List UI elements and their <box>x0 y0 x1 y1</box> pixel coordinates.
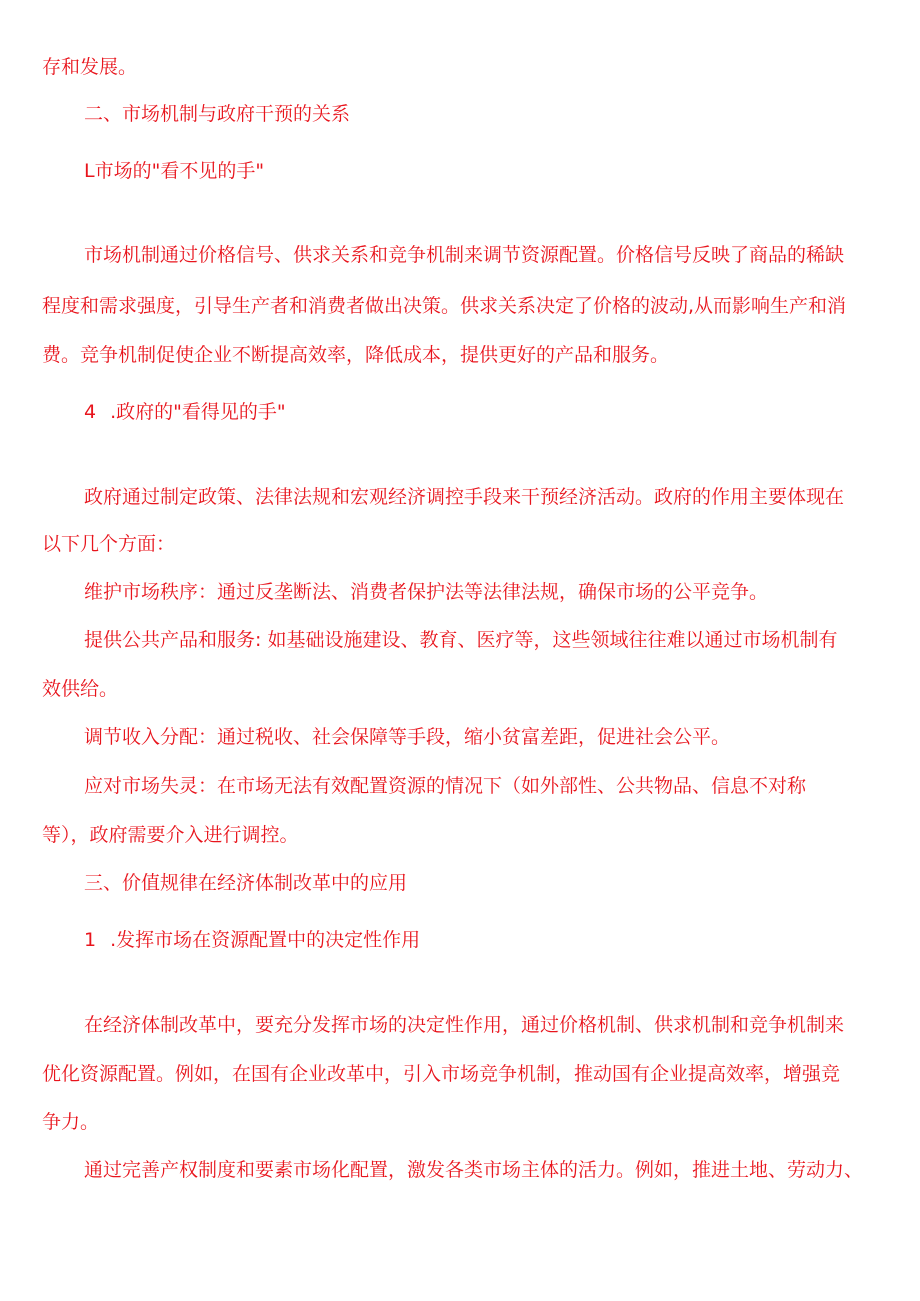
heading-number: 1 <box>84 929 97 951</box>
section-heading: 三、价值规律在经济体制改革中的应用 <box>84 872 408 894</box>
paragraph-line: 政府通过制定政策、法律法规和宏观经济调控手段来干预经济活动。政府的作用主要体现在 <box>84 486 845 508</box>
paragraph-line: 存和发展。 <box>42 56 138 78</box>
paragraph-line: 市场机制通过价格信号、供求关系和竞争机制来调节资源配置。价格信号反映了商品的稀缺 <box>84 244 845 266</box>
paragraph-line: 程度和需求强度，引导生产者和消费者做出决策。供求关系决定了价格的波动,从而影响生产和消 <box>42 295 847 317</box>
subsection-heading <box>84 928 420 952</box>
paragraph-line: 费。竞争机制促使企业不断提高效率，降低成本，提供更好的产品和服务。 <box>42 344 670 366</box>
paragraph-line: 优化资源配置。例如，在国有企业改革中，引入市场竞争机制，推动国有企业提高效率，增强竞 <box>42 1063 841 1085</box>
section-heading: 二、市场机制与政府干预的关系 <box>84 103 351 125</box>
list-item: 维护市场秩序：通过反垄断法、消费者保护法等法律法规，确保市场的公平竞争。 <box>84 581 769 603</box>
list-item-continuation: 效供给。 <box>42 678 119 700</box>
subsection-heading <box>84 400 286 424</box>
heading-text: .政府的"看得见的手" <box>110 401 286 423</box>
list-item: 应对市场失灵：在市场无法有效配置资源的情况下（如外部性、公共物品、信息不对称 <box>84 775 807 797</box>
list-item: 调节收入分配：通过税收、社会保障等手段，缩小贫富差距，促进社会公平。 <box>84 726 731 748</box>
paragraph-line: 以下几个方面： <box>42 533 176 555</box>
paragraph-line: 在经济体制改革中，要充分发挥市场的决定性作用，通过价格机制、供求机制和竞争机制来 <box>84 1014 845 1036</box>
list-item-continuation: 等），政府需要介入进行调控。 <box>42 824 299 846</box>
subsection-heading: L市场的"看不见的手" <box>84 160 265 182</box>
list-item: 提供公共产品和服务: 如基础设施建设、教育、医疗等，这些领域往往难以通过市场机制有 <box>84 629 838 651</box>
heading-text: .发挥市场在资源配置中的决定性作用 <box>110 929 421 951</box>
heading-number: 4 <box>84 401 97 423</box>
paragraph-line: 争力。 <box>42 1111 100 1133</box>
paragraph-line: 通过完善产权制度和要素市场化配置，激发各类市场主体的活力。例如，推进土地、劳动力、 <box>84 1159 864 1181</box>
